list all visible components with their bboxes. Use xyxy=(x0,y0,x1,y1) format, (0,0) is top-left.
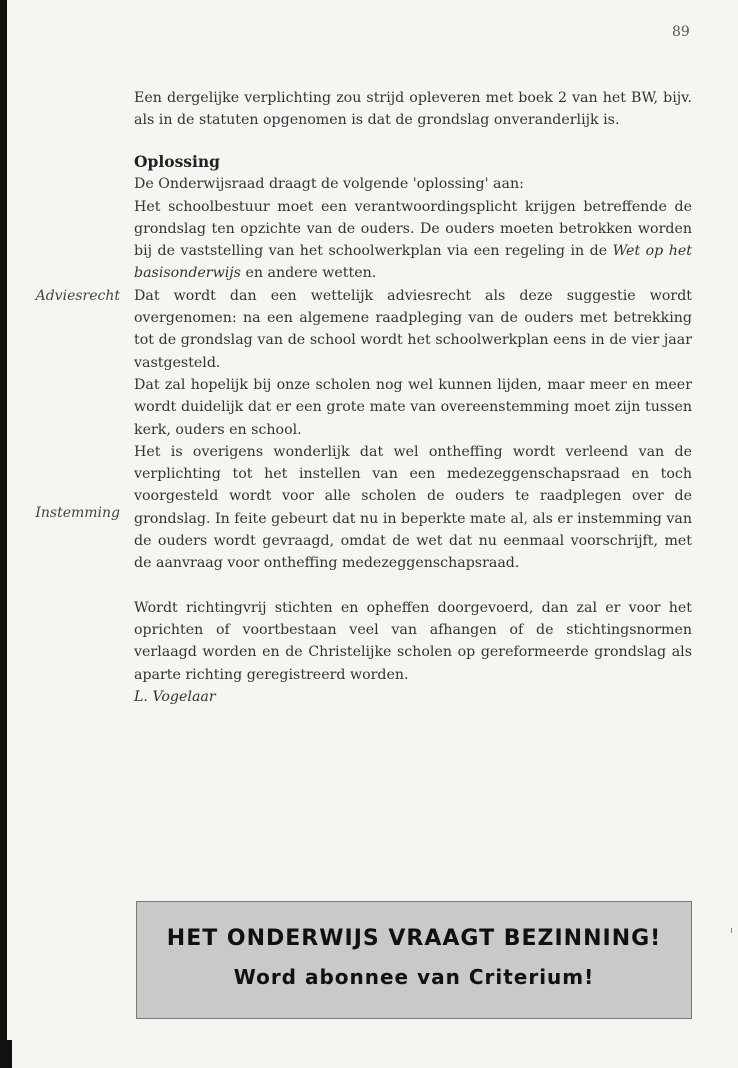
paragraph-3: Dat wordt dan een wettelijk adviesrecht als deze suggestie wordt overgenomen: na een algemene raadpleging van de ouders met betrekking tot de grondslag van de school wordt het schoolwerkplan eens in de vier jaar vastgesteld. xyxy=(134,287,692,371)
paragraph-4: Dat zal hopelijk bij onze scholen nog wel kunnen lijden, maar meer en meer wordt duidelijk dat er een grote mate van overeenstemming moet zijn tussen kerk, ouders en school. xyxy=(134,376,692,438)
scan-edge-bottom xyxy=(0,1040,12,1068)
paragraph-1: De Onderwijsraad draagt de volgende 'oplossing' aan: xyxy=(134,176,524,193)
scan-edge-left xyxy=(0,0,7,1068)
intro-paragraph-block xyxy=(134,87,692,132)
paragraph-6: Wordt richtingvrij stichten en opheffen doorgevoerd, dan zal er voor het oprichten of voortbestaan veel van afhangen of de stichtingsnormen verlaagd worden en de Christelijke scholen op gereformeerde grondslag als aparte richting geregistreerd worden. xyxy=(134,599,692,683)
banner-headline: HET ONDERWIJS VRAAGT BEZINNING! xyxy=(166,926,662,951)
law-title: Wet op het basisonderwijs xyxy=(134,243,692,282)
paragraph-5: Het is overigens wonderlijk dat wel ontheffing wordt verleend van de verplichting tot het instellen van een medezeggenschapsraad en toch voorgesteld wordt voor alle scholen de ouders te raadplegen over de grondslag. In feite gebeurt dat nu in beperkte mate al, als er instemming van de ouders wordt gevraagd, omdat de wet dat nu eenmaal voorschrijft, met de aanvraag voor ontheffing medezeggenschapsraad. xyxy=(134,443,692,572)
paragraph-2-text: Het schoolbestuur moet een verantwoordingsplicht krijgen betreffende de grondslag ten opzichte van de ouders. De ouders moeten betrokken worden bij de vaststelling van het schoolwerkplan via een regeling in de xyxy=(134,198,692,260)
paragraph-2-tail: en andere wetten. xyxy=(240,265,377,282)
oplossing-section xyxy=(134,151,692,708)
subscription-banner xyxy=(136,901,692,1019)
intro-paragraph: Een dergelijke verplichting zou strijd opleveren met boek 2 van het BW, bijv. als in de statuten opgenomen is dat de grondslag onveranderlijk is. xyxy=(134,90,692,129)
page-number: 89 xyxy=(672,24,690,40)
margin-note-instemming: Instemming xyxy=(35,505,120,521)
section-heading: Oplossing xyxy=(134,152,221,171)
scan-mark xyxy=(731,928,732,933)
banner-subline: Word abonnee van Criterium! xyxy=(233,965,595,989)
margin-note-adviesrecht: Adviesrecht xyxy=(35,288,120,304)
paragraph-2 xyxy=(134,196,692,285)
author-signature: L. Vogelaar xyxy=(134,688,216,705)
